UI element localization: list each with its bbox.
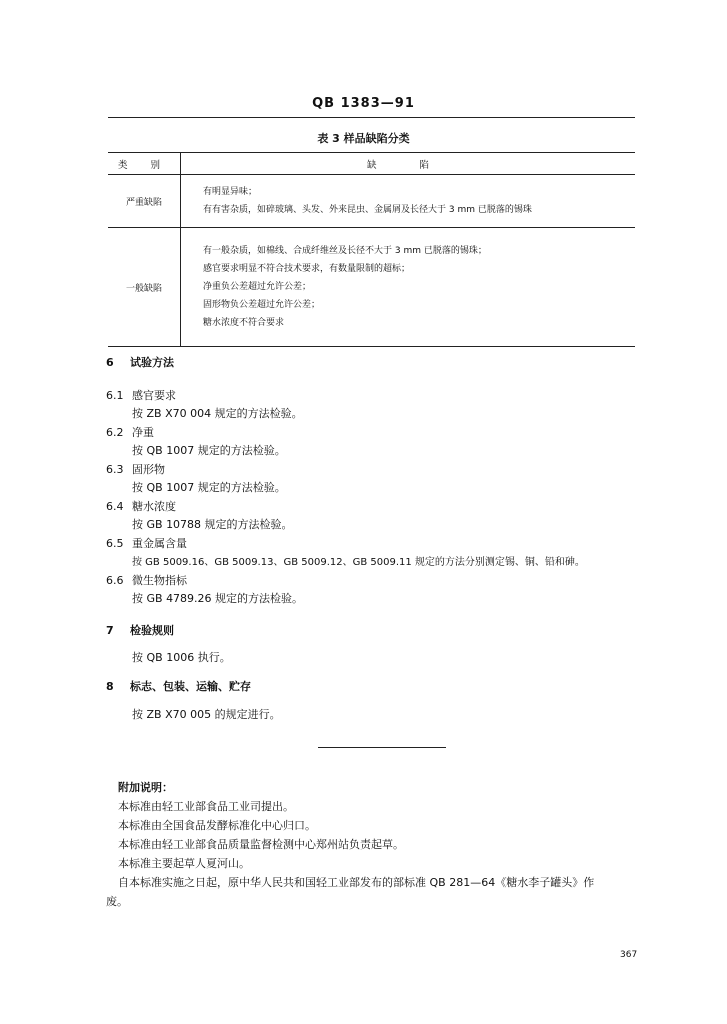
subsection-number: 6.4 <box>106 500 124 513</box>
note-line: 本标准由轻工业部食品工业司提出。 <box>118 800 294 813</box>
section-text: 按 ZB X70 005 的规定进行。 <box>132 708 281 721</box>
subsection-number: 6.1 <box>106 389 124 402</box>
note-line: 本标准由全国食品发酵标准化中心归口。 <box>118 819 316 832</box>
subsection-number: 6.2 <box>106 426 124 439</box>
defect-item: 感官要求明显不符合技术要求，有数量限制的超标； <box>203 264 411 274</box>
section-title: 试验方法 <box>130 356 174 369</box>
table-row <box>108 175 635 228</box>
subsection-title: 感官要求 <box>132 389 176 402</box>
section-text: 按 QB 1006 执行。 <box>132 651 231 664</box>
subsection-heading <box>106 424 154 440</box>
note-line: 本标准由轻工业部食品质量监督检测中心郑州站负责起草。 <box>118 838 404 851</box>
defect-item: 固形物负公差超过允许公差； <box>203 300 321 310</box>
notes-heading: 附加说明： <box>118 781 173 794</box>
defect-item: 糖水浓度不符合要求 <box>203 318 285 328</box>
subsection-text: 按 GB 10788 规定的方法检验。 <box>132 518 293 531</box>
section-heading <box>106 622 174 638</box>
table-row <box>108 228 635 347</box>
subsection-title: 固形物 <box>132 463 165 476</box>
subsection-number: 6.6 <box>106 574 124 587</box>
subsection-heading <box>106 461 165 477</box>
defect-item: 净重负公差超过允许公差； <box>203 282 312 292</box>
section-divider <box>318 747 446 748</box>
subsection-title: 重金属含量 <box>132 537 187 550</box>
defect-classification-table <box>108 152 635 347</box>
defects-cell <box>181 228 636 347</box>
subsection-heading <box>106 572 187 588</box>
subsection-heading <box>106 387 176 403</box>
table-title: 表 3 样品缺陷分类 <box>317 132 410 145</box>
page-number: 367 <box>620 950 638 960</box>
subsection-text: 按 ZB X70 004 规定的方法检验。 <box>132 407 303 420</box>
header-category: 类 别 <box>108 153 181 175</box>
subsection-text: 按 QB 1007 规定的方法检验。 <box>132 444 286 457</box>
note-line: 自本标准实施之日起，原中华人民共和国轻工业部发布的部标准 QB 281—64《糖水李子罐头》作 <box>118 876 595 889</box>
subsection-text: 按 GB 5009.16、GB 5009.13、GB 5009.12、GB 5009.11 规定的方法分别测定锡、铜、铅和砷。 <box>132 557 585 568</box>
section-heading <box>106 354 174 370</box>
subsection-text: 按 GB 4789.26 规定的方法检验。 <box>132 592 304 605</box>
defects-cell <box>181 175 636 228</box>
standard-code: QB 1383—91 <box>312 96 415 111</box>
section-number: 8 <box>106 680 114 693</box>
category-cell: 严重缺陷 <box>108 175 181 228</box>
subsection-number: 6.5 <box>106 537 124 550</box>
subsection-title: 微生物指标 <box>132 574 187 587</box>
subsection-title: 糖水浓度 <box>132 500 176 513</box>
subsection-number: 6.3 <box>106 463 124 476</box>
category-cell: 一般缺陷 <box>108 228 181 347</box>
subsection-text: 按 QB 1007 规定的方法检验。 <box>132 481 286 494</box>
note-line: 废。 <box>106 895 128 908</box>
subsection-title: 净重 <box>132 426 154 439</box>
note-line: 本标准主要起草人夏河山。 <box>118 857 250 870</box>
section-title: 标志、包装、运输、贮存 <box>130 680 251 693</box>
defect-item: 有一般杂质，如棉线、合成纤维丝及长径不大于 3 mm 已脱落的锡珠； <box>203 246 487 256</box>
section-heading <box>106 678 251 694</box>
header-rule <box>108 117 635 118</box>
subsection-heading <box>106 535 187 551</box>
section-number: 7 <box>106 624 114 637</box>
subsection-heading <box>106 498 176 514</box>
section-title: 检验规则 <box>130 624 174 637</box>
defect-item: 有有害杂质，如碎玻璃、头发、外来昆虫、金属屑及长径大于 3 mm 已脱落的锡珠 <box>203 205 532 215</box>
section-number: 6 <box>106 356 114 369</box>
table-header-row <box>108 153 635 175</box>
header-defect: 缺 陷 <box>181 153 636 175</box>
defect-item: 有明显异味； <box>203 187 258 197</box>
